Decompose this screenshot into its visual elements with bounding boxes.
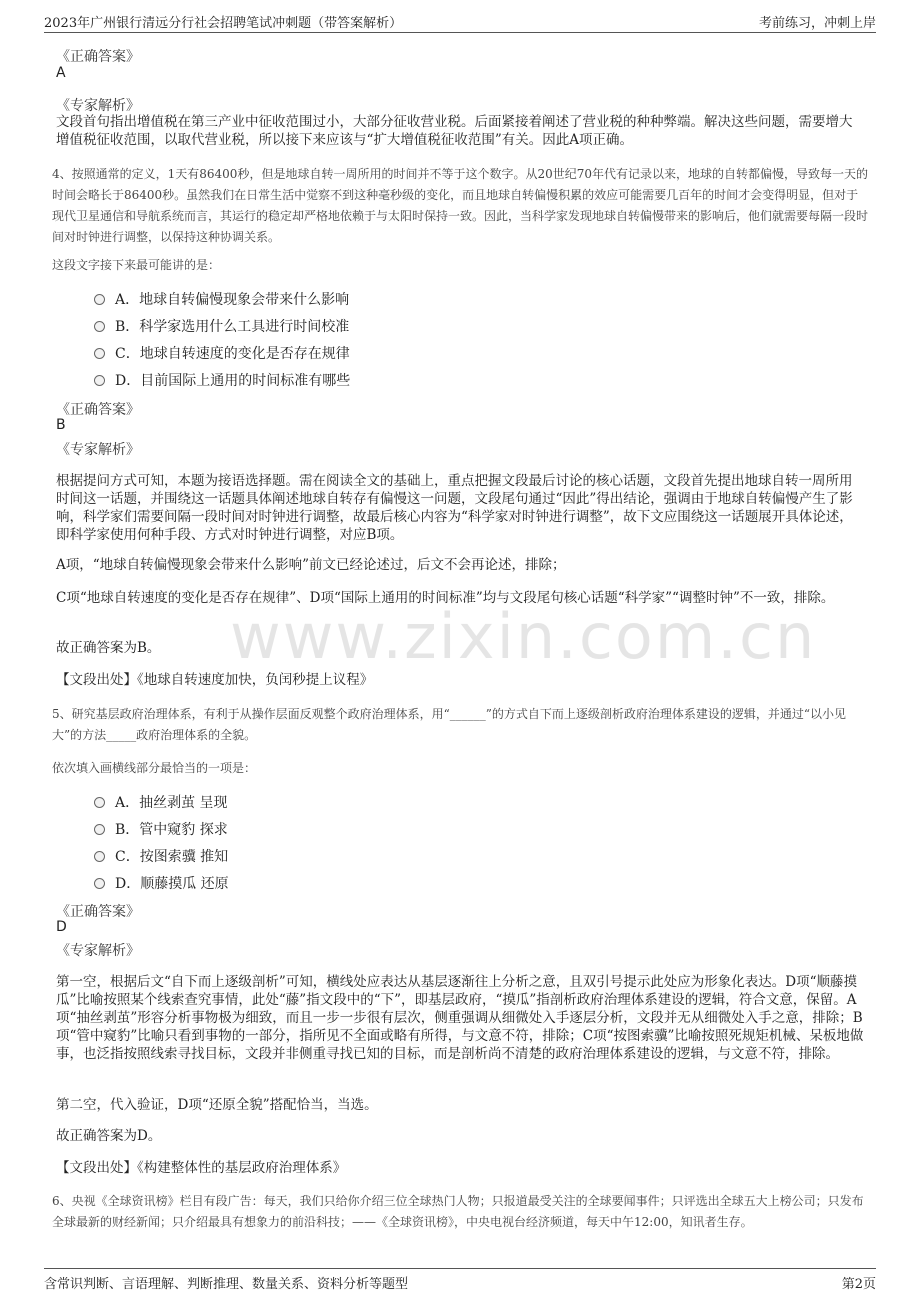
q4-option-a[interactable]: A．地球自转偏慢现象会带来什么影响 [94,289,349,309]
q4-analysis-p3: C项“地球自转速度的变化是否存在规律”、D项“国际上通用的时间标准”均与文段尾句核心话题“科学家”“调整时钟”不一致，排除。 [56,590,835,606]
q5-analysis-p1: 第一空，根据后文“自下而上逐级剖析”可知，横线处应表达从基层逐渐往上分析之意，且双引号提示此处应为形象化表达。D项“顺藤摸瓜”比喻按照某个线索查究事情，此处“藤”指文段中的“下”，即基层政府，“摸瓜”指剖析政府治理体系建设的逻辑，符合文意，保留。A项“抽丝剥茧”形容分析事物极为细致，而且一步一步很有层次，侧重强调从细微处入手逐层分析，文段并无从细微处入手之意，排除；B项“管中窥豹”比喻只看到事物的一部分，指所见不全面或略有所得，与文意不符，排除；C项“按图索骥”比喻按照死规矩机械、呆板地做事，也泛指按照线索寻找目标，文段并非侧重寻找已知的目标，而是剖析尚不清楚的政府治理体系建设的逻辑，与文意不符，排除。 [56,974,864,1062]
q5-source: 【文段出处】《构建整体性的基层政府治理体系》 [56,1160,347,1176]
radio-icon[interactable] [94,375,105,386]
q4-analysis-p2: A项，“地球自转偏慢现象会带来什么影响”前文已经论述过，后文不会再论述，排除； [56,557,566,573]
q3-answer: A [56,65,66,81]
radio-icon[interactable] [94,851,105,862]
header-divider [44,32,876,33]
q5-stem: 5、研究基层政府治理体系，有利于从操作层面反观整个政府治理体系，用“______”的方式自下而上逐级剖析政府治理体系建设的逻辑，并通过“以小见大”的方法_____政府治理体系的全貌。 [52,707,847,742]
radio-icon[interactable] [94,797,105,808]
q4-option-c[interactable]: C．地球自转速度的变化是否存在规律 [94,343,350,363]
q6-stem: 6、央视《全球资讯榜》栏目有段广告：每天，我们只给你介绍三位全球热门人物；只报道最受关注的全球要闻事件；只评选出全球五大上榜公司；只发布全球最新的财经新闻；只介绍最具有想象力的前沿科技；——《全球资讯榜》，中央电视台经济频道，每天中午12:00，知讯者生存。 [52,1194,864,1229]
q4-option-d[interactable]: D．目前国际上通用的时间标准有哪些 [94,370,350,390]
radio-icon[interactable] [94,824,105,835]
q4-source: 【文段出处】《地球自转速度加快，负闰秒提上议程》 [56,672,374,688]
footer-categories: 含常识判断、言语理解、判断推理、数量关系、资料分析等题型 [44,1277,409,1292]
q5-answer-label: 《正确答案》 [56,904,140,920]
q4-answer-label: 《正确答案》 [56,402,140,418]
q5-analysis-p2: 第二空，代入验证，D项“还原全貌”搭配恰当，当选。 [56,1097,378,1113]
q3-analysis: 文段首句指出增值税在第三产业中征收范围过小，大部分征收营业税。后面紧接着阐述了营业税的种种弊端。解决这些问题，需要增大增值税征收范围，以取代营业税，所以接下来应该与“扩大增值税征收范围”有关。因此A项正确。 [56,114,853,148]
header-slogan: 考前练习，冲刺上岸 [758,16,876,31]
page-header [0,0,920,34]
q5-option-c[interactable]: C．按图索骥 推知 [94,846,228,866]
radio-icon[interactable] [94,321,105,332]
q5-analysis-label: 《专家解析》 [56,943,140,959]
q4-stem: 4、按照通常的定义，1天有86400秒，但是地球自转一周所用的时间并不等于这个数字。从20世纪70年代有记录以来，地球的自转都偏慢，导致每一天的时间会略长于86400秒。虽然我们在日常生活中觉察不到这种毫秒级的变化，而且地球自转偏慢积累的效应可能需要几百年的时间才会变得明显，但对于现代卫星通信和导航系统而言，其运行的稳定却严格地依赖于与太阳时保持一致。因此，当科学家发现地球自转偏慢带来的影响后，他们就需要每隔一段时间对时钟进行调整，以保持这种协调关系。 [52,167,869,244]
radio-icon[interactable] [94,878,105,889]
footer-divider [44,1268,876,1269]
q4-analysis-p1: 根据提问方式可知，本题为接语选择题。需在阅读全文的基础上，重点把握文段最后讨论的核心话题，文段首先提出地球自转一周所用时间这一话题，并围绕这一话题具体阐述地球自转存有偏慢这一问题，文段尾句通过“因此”得出结论，强调由于地球自转偏慢产生了影响，科学家们需要间隔一段时间对时钟进行调整，故最后核心内容为“科学家对时钟进行调整”，故下文应围绕这一话题展开具体论述，即科学家使用何种手段、方式对时钟进行调整，对应B项。 [56,473,853,543]
q4-analysis-p4: 故正确答案为B。 [56,640,161,656]
q5-option-b[interactable]: B．管中窥豹 探求 [94,819,228,839]
q4-answer: B [56,417,66,433]
radio-icon[interactable] [94,294,105,305]
q5-option-a[interactable]: A．抽丝剥茧 呈现 [94,792,228,812]
q3-analysis-label: 《专家解析》 [56,98,140,114]
radio-icon[interactable] [94,348,105,359]
q5-analysis-p3: 故正确答案为D。 [56,1128,162,1144]
document-title: 2023年广州银行清远分行社会招聘笔试冲刺题（带答案解析） [44,16,403,31]
q4-question: 这段文字接下来最可能讲的是： [52,258,221,272]
q5-question: 依次填入画横线部分最恰当的一项是： [52,761,257,775]
page-number: 第2页 [841,1277,876,1292]
q3-answer-label: 《正确答案》 [56,49,140,65]
watermark: www.zixin.com.cn [230,600,817,673]
q5-answer: D [56,919,67,935]
q4-analysis-label: 《专家解析》 [56,442,140,458]
q4-option-b[interactable]: B．科学家选用什么工具进行时间校准 [94,316,349,336]
q5-option-d[interactable]: D．顺藤摸瓜 还原 [94,873,229,893]
